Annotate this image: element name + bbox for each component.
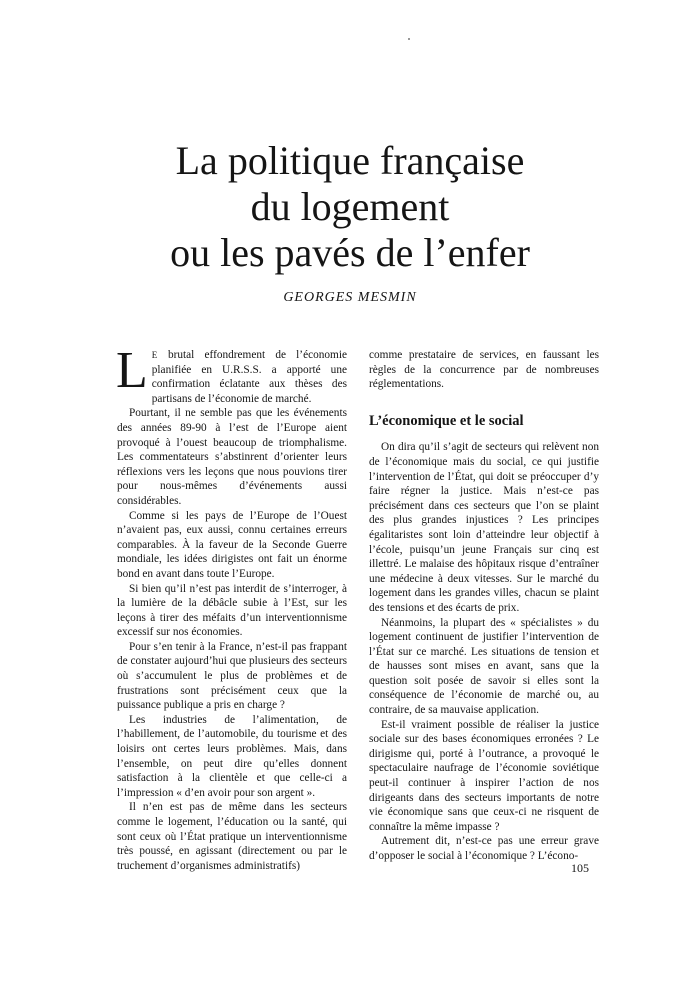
left-column [116, 342, 347, 873]
drop-cap: L [116, 342, 148, 399]
scan-speck [408, 38, 410, 40]
article-author: GEORGES MESMIN [283, 290, 417, 305]
continued-paragraph: comme prestataire de services, en faussant les règles de la concurrence par de nombreuses réglementations. [369, 349, 599, 391]
first-word: E [151, 350, 158, 360]
right-column [369, 348, 599, 864]
paragraph: Si bien qu’il n’est pas interdit de s’interroger, à la lumière de la débâcle subie à l’Est, sur les leçons à tirer des méfaits d’un interventionnisme excessif sur nos économies. [117, 582, 347, 639]
paragraph: Comme si les pays de l’Europe de l’Ouest n’avaient pas, eux aussi, connu certaines erreurs comparables. À la faveur de la Seconde Guerre mondiale, les idées dirigistes ont fait un énorme bond en avant dans toute l’Europe. [117, 509, 347, 580]
paragraph: Pourtant, il ne semble pas que les événements des années 89-90 à l’est de l’Europe aient provoqué à l’ouest beaucoup de triomphalisme. Les commentateurs s’abstinrent d’orienter leurs réflexions vers les leçons que nous pouvions tirer pour nous-mêmes d’événements aussi considérables. [117, 407, 347, 507]
paragraph: On dira qu’il s’agit de secteurs qui relèvent non de l’économique mais du social, ce qui justifie l’intervention de l’État, qui doit se préoccuper d’y faire régner la justice. Mais n’est-ce pas précisément dans ces secteurs que l’on se plaint des plus grandes injustices ? Les principes égalitaristes sont loin d’atteindre leur objectif à l’école, puisqu’un jeune Français sur cinq est illettré. Le malaise des hôpitaux risque d’entraîner une médecine à deux vitesses. Sur le marché du logement dans les grandes villes, chacun se plaint des tensions et des écarts de prix. [369, 441, 599, 614]
opening-paragraph [116, 342, 347, 406]
paragraph: Il n’en est pas de même dans les secteurs comme le logement, l’éducation ou la santé, qui sont ceux où l’État pratique un interventionnisme très poussé, en agissant (directement ou par le truchement d’organismes administratifs) [117, 801, 347, 872]
paragraph: Autrement dit, n’est-ce pas une erreur grave d’opposer le social à l’économique ? L’écono- [369, 835, 599, 862]
title-line-3: ou les pavés de l’enfer [170, 230, 530, 275]
title-line-2: du logement [250, 184, 450, 229]
paragraph: Les industries de l’alimentation, de l’habillement, de l’automobile, du tourisme et des loisirs ont certes leurs problèmes. Mais, dans l’ensemble, on peut dire qu’elles donnent satisfaction à la clientèle et que celle-ci a l’impression « d’en avoir pour son argent ». [117, 713, 347, 799]
title-line-1: La politique française [175, 138, 525, 183]
opening-paragraph-text: brutal effondrement de l’économie planifiée en U.R.S.S. a apporté une confirmation éclatante aux thèses des partisans de l’économie de marché. [151, 349, 347, 405]
paragraph: Pour s’en tenir à la France, n’est-il pas frappant de constater aujourd’hui que plusieurs des secteurs où s’accumulent le plus de problèmes et de frustrations sont précisément ceux que la puissance publique a pris en charge ? [117, 640, 347, 712]
article-title [0, 138, 700, 276]
page-number: 105 [571, 861, 589, 875]
paragraph: Néanmoins, la plupart des « spécialistes » du logement continuent de justifier l’intervention de l’État sur ce marché. Les situations de tension et de hausses sont mises en avant, sans que la question soit posée de savoir si elles sont la conséquence de l’économie de marché ou, au contraire, de sa mauvaise application. [369, 616, 599, 717]
paragraph: Est-il vraiment possible de réaliser la justice sociale sur des bases économiques erronées ? Le dirigisme qui, porté à l’outrance, a provoqué le spectaculaire naufrage de l’économie soviétique peut-il continuer à inspirer l’action de nos dirigeants dans des secteurs importants de notre vie économique sans que ceux-ci ne risquent de connaître la même impasse ? [369, 718, 599, 833]
section-heading: L’économique et le social [369, 412, 524, 429]
